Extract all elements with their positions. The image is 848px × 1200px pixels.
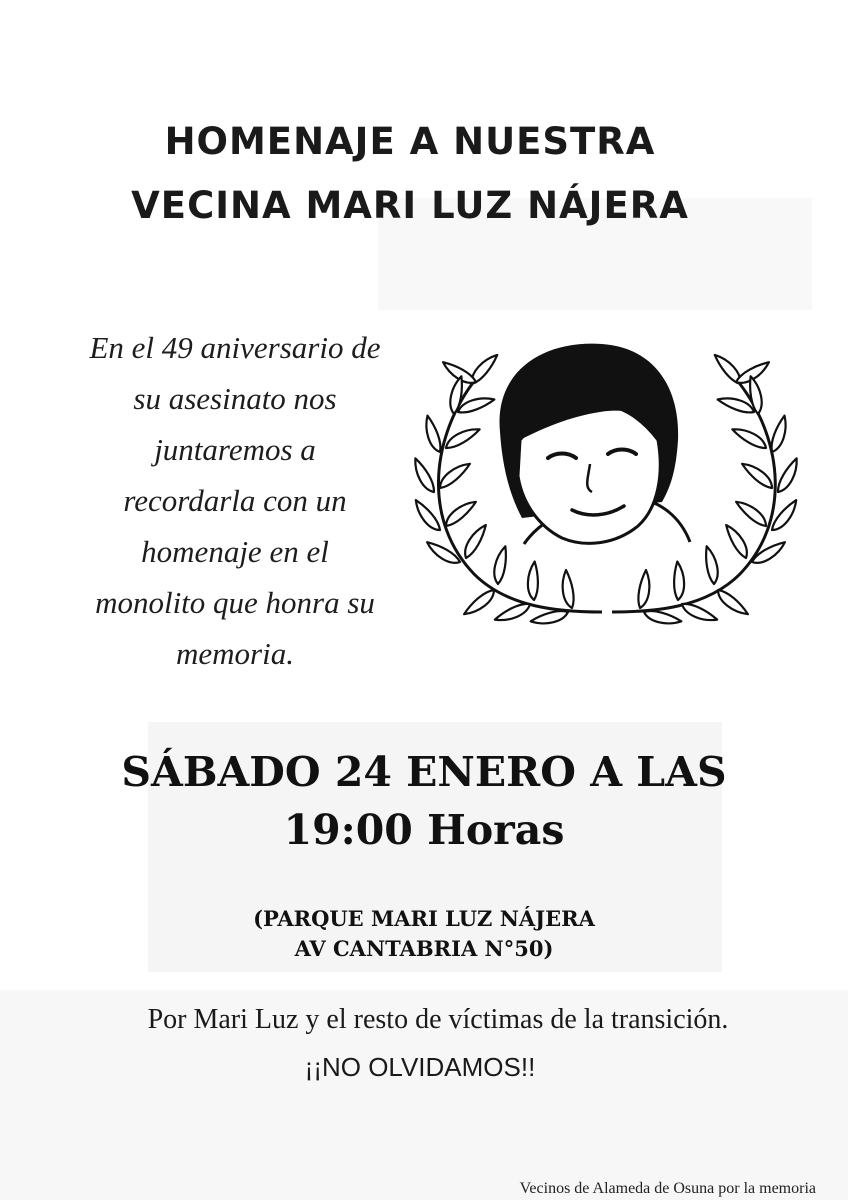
organizer-credit: Vecinos de Alameda de Osuna por la memoria [519,1180,816,1197]
body-line: monolito que honra su [95,585,375,620]
closing-dedication: Por Mari Luz y el resto de víctimas de la transición. [147,1004,729,1035]
portrait-with-laurel-wreath [412,312,804,652]
body-line: su asesinato nos [133,381,337,416]
event-time-line-2: 19:00 Horas [283,806,565,854]
body-line: homenaje en el [141,534,329,569]
body-line: memoria. [176,636,294,671]
event-location-line-1: (PARQUE MARI LUZ NÁJERA [253,906,595,931]
body-line: En el 49 aniversario de [89,330,381,365]
event-date-line-1: SÁBADO 24 ENERO A LAS [121,748,727,796]
closing-slogan: ¡¡NO OLVIDAMOS!! [304,1052,536,1082]
portrait-face [499,344,690,544]
body-line: juntaremos a [154,432,316,467]
event-location-line-2: AV CANTABRIA N°50) [294,936,554,961]
title-line-1: HOMENAJE A NUESTRA [164,120,656,163]
title-line-2: VECINA MARI LUZ NÁJERA [131,184,689,227]
body-line: recordarla con un [123,483,347,518]
